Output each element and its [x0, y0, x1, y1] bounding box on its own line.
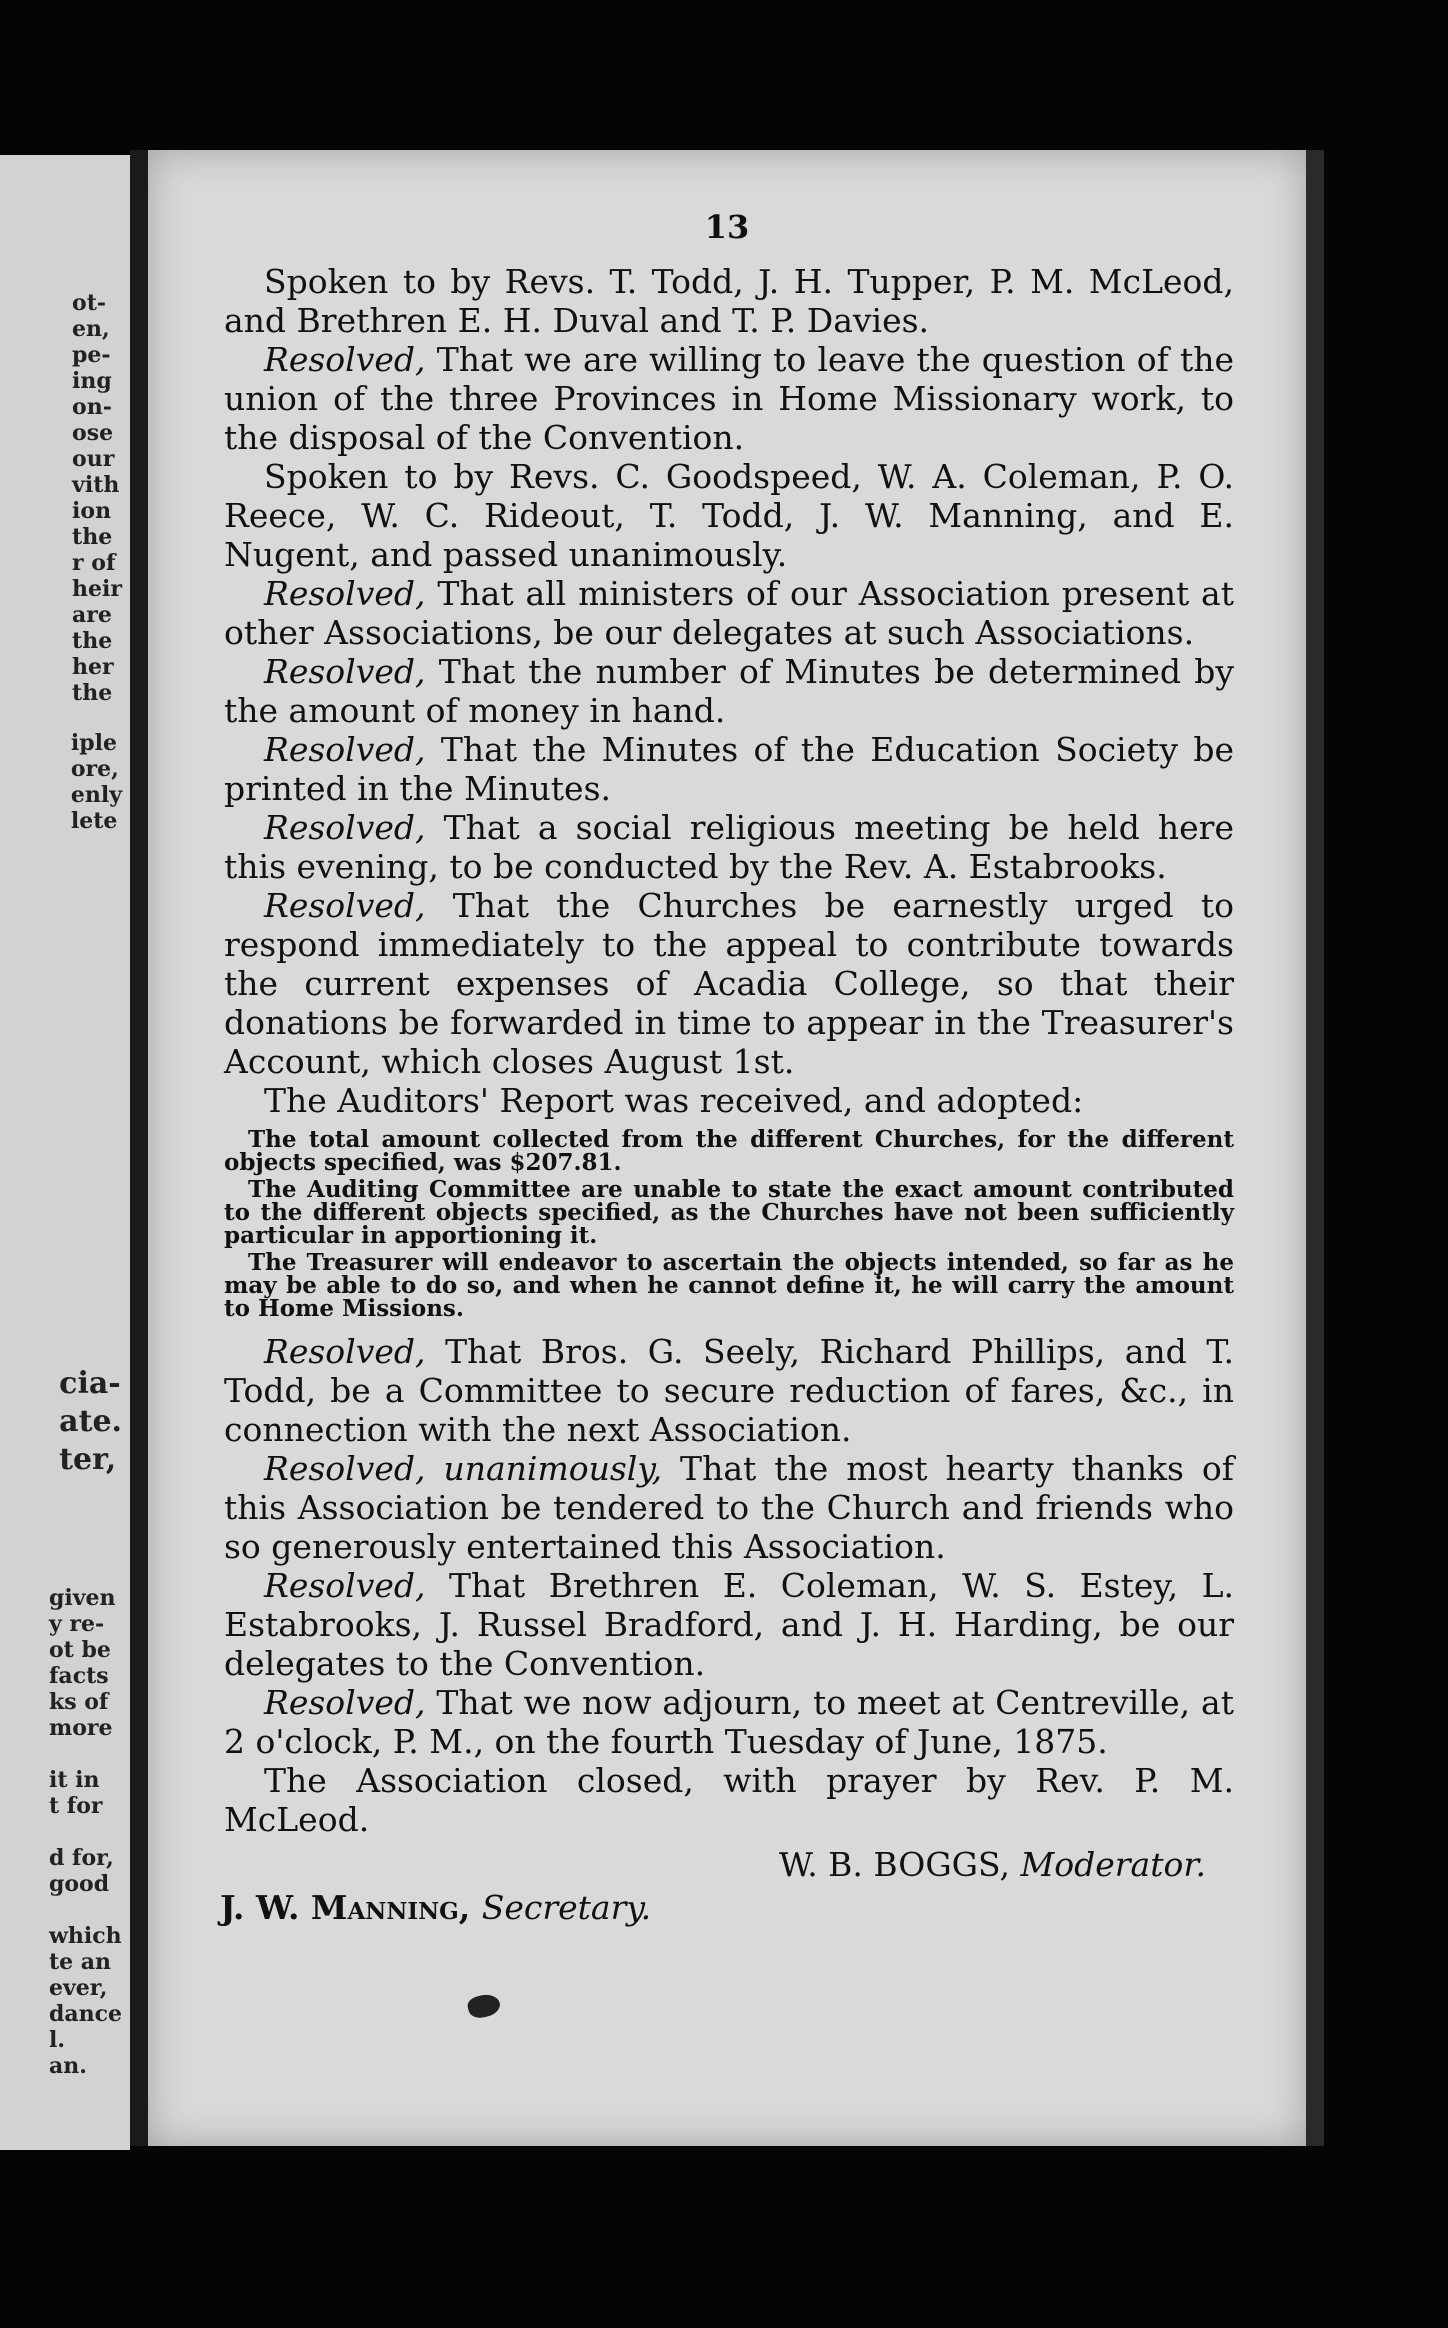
left-page-fragments-1: ot- en, pe- ing on- ose our vith ion the r of heir are the her the	[72, 290, 122, 706]
book-gutter	[130, 150, 148, 2146]
paragraph: Resolved, That we now adjourn, to meet at Centreville, at 2 o'clock, P. M., on the fourth Tuesday of June, 1875.	[224, 1683, 1234, 1761]
paragraph: Resolved, That Bros. G. Seely, Richard Phillips, and T. Todd, be a Committee to secure reduction of fares, &c., in connection with the next Association.	[224, 1332, 1234, 1449]
left-page-fragments-3: cia- ate. ter,	[59, 1366, 122, 1477]
paragraph: Resolved, That all ministers of our Association present at other Associations, be our delegates at such Associations.	[224, 574, 1234, 652]
auditors-report-item: The Auditing Committee are unable to state the exact amount contributed to the different objects specified, as the Churches have not been sufficiently particular in apportioning it.	[224, 1176, 1234, 1249]
paragraph: Resolved, That Brethren E. Coleman, W. S. Estey, L. Estabrooks, J. Russel Bradford, and J. H. Harding, be our delegates to the Convention.	[224, 1566, 1234, 1683]
page-text	[224, 262, 1234, 1839]
ink-blot	[466, 1991, 503, 2021]
paragraph: The Association closed, with prayer by Rev. P. M. McLeod.	[224, 1761, 1234, 1839]
paragraph: Spoken to by Revs. C. Goodspeed, W. A. Coleman, P. O. Reece, W. C. Rideout, T. Todd, J. W. Manning, and E. Nugent, and passed unanimously.	[224, 457, 1234, 574]
paragraph: Resolved, unanimously, That the most hearty thanks of this Association be tendered to the Church and friends who so generously entertained this Association.	[224, 1449, 1234, 1566]
paragraph: The Auditors' Report was received, and adopted:	[264, 1081, 1084, 1120]
page-number: 13	[704, 208, 750, 246]
paragraph: Resolved, That the Churches be earnestly urged to respond immediately to the appeal to contribute towards the current expenses of Acadia College, so that their donations be forwarded in time to appear in the Treasurer's Account, which closes August 1st.	[224, 886, 1234, 1081]
auditors-report-item: The Treasurer will endeavor to ascertain the objects intended, so far as he may be able to do so, and when he cannot define it, he will carry the amount to Home Missions.	[224, 1249, 1234, 1322]
paragraph: Spoken to by Revs. T. Todd, J. H. Tupper, P. M. McLeod, and Brethren E. H. Duval and T. P. Davies.	[224, 262, 1234, 340]
paragraph: Resolved, That the Minutes of the Education Society be printed in the Minutes.	[224, 730, 1234, 808]
secretary-signature: J. W. Manning, Secretary.	[220, 1888, 652, 1927]
page-edge-shadow	[1306, 150, 1324, 2146]
main-page	[148, 150, 1306, 2146]
moderator-signature: W. B. BOGGS, Moderator.	[779, 1845, 1206, 1884]
left-facing-page	[0, 155, 130, 2150]
auditors-report-item: The total amount collected from the different Churches, for the different objects specified, was $207.81.	[224, 1126, 1234, 1176]
left-page-fragments-4: given y re- ot be facts ks of more it in t for d for, good which te an ever, dance l. an.	[48, 1585, 122, 2079]
paragraph: Resolved, That the number of Minutes be determined by the amount of money in hand.	[224, 652, 1234, 730]
paragraph: Resolved, That a social religious meeting be held here this evening, to be conducted by the Rev. A. Estabrooks.	[224, 808, 1234, 886]
left-page-fragments-2: iple ore, enly lete	[70, 730, 122, 834]
paragraph: Resolved, That we are willing to leave the question of the union of the three Provinces in Home Missionary work, to the disposal of the Convention.	[224, 340, 1234, 457]
